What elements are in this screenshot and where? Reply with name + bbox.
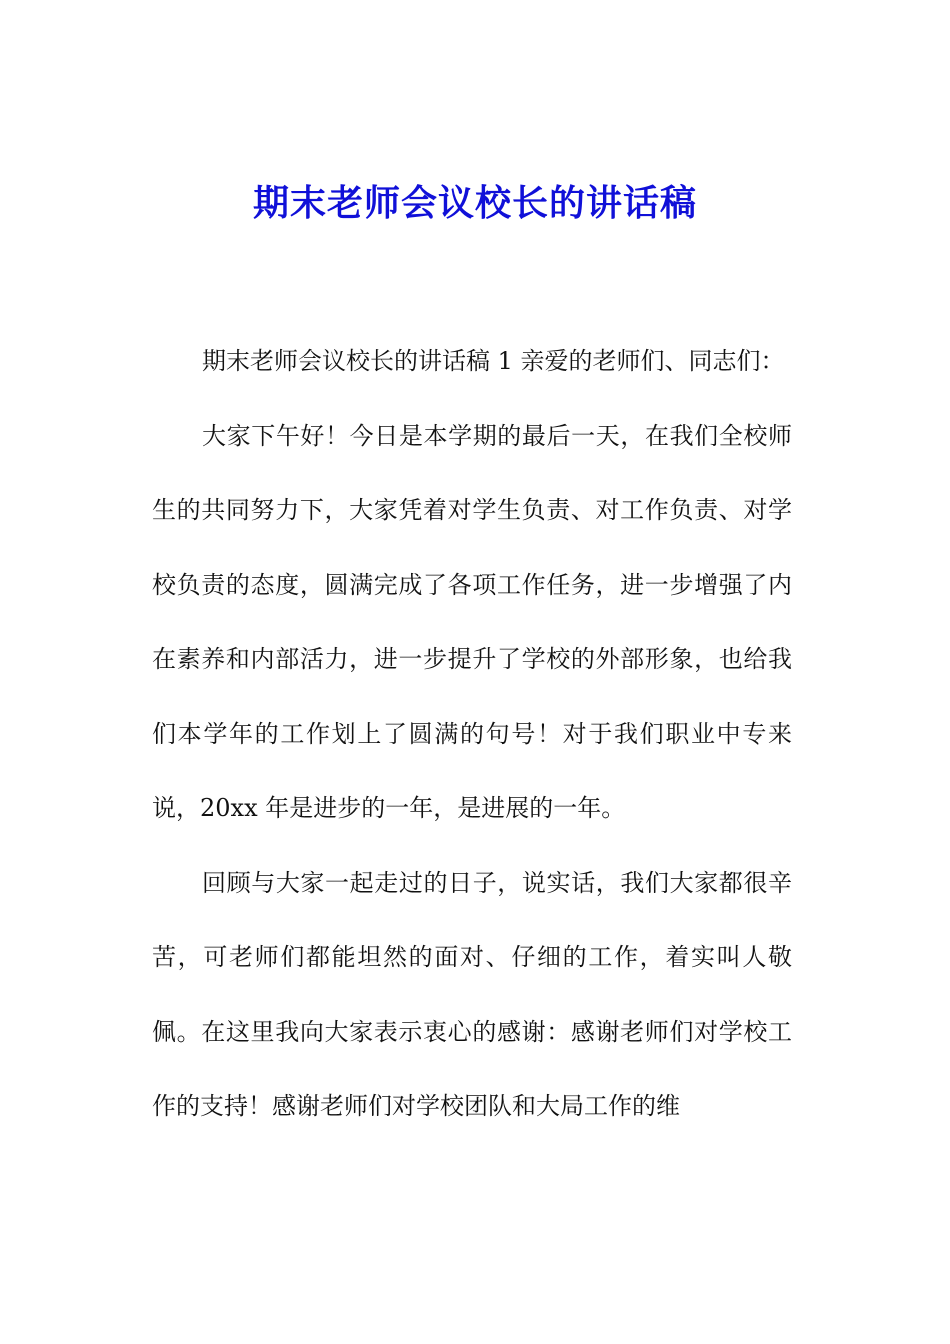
paragraph-thanks: 回顾与大家一起走过的日子，说实话，我们大家都很辛苦，可老师们都能坦然的面对、仔细的工作，着实叫人敬佩。在这里我向大家表示衷心的感谢：感谢老师们对学校工作的支持！感谢老师们对学校团队和大局工作的维 — [152, 868, 792, 1120]
document-body — [152, 324, 792, 1144]
paragraph-review: 大家下午好！今日是本学期的最后一天，在我们全校师生的共同努力下，大家凭着对学生负责、对工作负责、对学校负责的态度，圆满完成了各项工作任务，进一步增强了内在素养和内部活力，进一步提升了学校的外部形象，也给我们本学年的工作划上了圆满的句号！对于我们职业中专来说，20xx 年是进步的一年，是进展的一年。 — [152, 421, 792, 822]
paragraph-greeting: 期末老师会议校长的讲话稿 1 亲爱的老师们、同志们： — [202, 347, 785, 375]
document-title: 期末老师会议校长的讲话稿 — [252, 182, 697, 224]
